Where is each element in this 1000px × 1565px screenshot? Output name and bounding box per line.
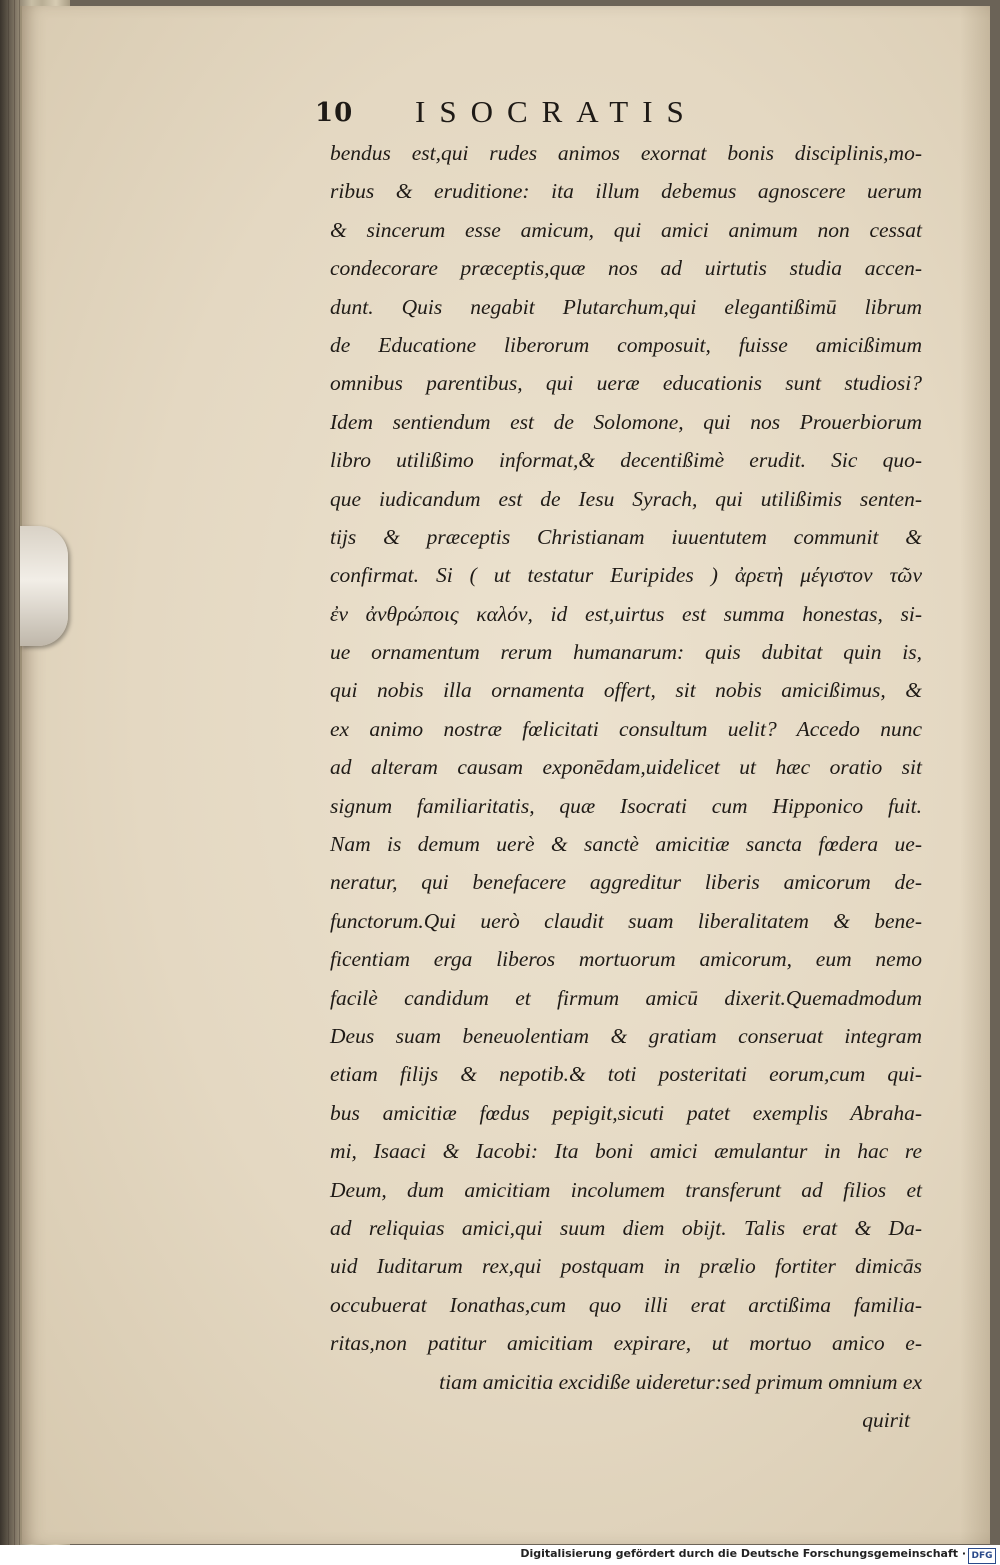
- text-line: ad alteram causam exponēdam,uidelicet ut hæc oratio sit: [330, 755, 922, 780]
- page-header: [315, 94, 915, 134]
- text-line: ex animo nostræ fœlicitati consultum uelit? Accedo nunc: [330, 716, 922, 741]
- text-line: ficentiam erga liberos mortuorum amicorum, eum nemo: [330, 947, 922, 972]
- text-line: omnibus parentibus, qui ueræ educationis sunt studiosi?: [330, 371, 922, 396]
- text-line: ἐν ἀνθρώποις καλόν, id est,uirtus est summa honestas, si-: [330, 601, 922, 626]
- text-line: Deum, dum amicitiam incolumem transferunt ad filios et: [330, 1177, 922, 1202]
- page-clip: [20, 526, 68, 646]
- dfg-logo: DFG: [968, 1548, 996, 1564]
- digitization-footer: [0, 1545, 1000, 1565]
- catchword: quirit: [862, 1407, 910, 1432]
- text-line: etiam filijs & nepotib.& toti posteritati eorum,cum qui-: [330, 1062, 922, 1087]
- text-line: que iudicandum est de Iesu Syrach, qui utilißimis senten-: [330, 486, 922, 511]
- text-line: tijs & præceptis Christianam iuuentutem communit &: [330, 524, 922, 549]
- text-line: neratur, qui benefacere aggreditur liberis amicorum de-: [330, 870, 922, 895]
- text-line: ritas,non patitur amicitiam expirare, ut mortuo amico e-: [330, 1331, 922, 1356]
- text-line: mi, Isaaci & Iacobi: Ita boni amici æmulantur in hac re: [330, 1139, 922, 1164]
- text-line: functorum.Qui uerò claudit suam liberalitatem & bene-: [330, 908, 922, 933]
- text-line: Idem sentiendum est de Solomone, qui nos Prouerbiorum: [330, 409, 922, 434]
- text-line: ribus & eruditione: ita illum debemus agnoscere uerum: [330, 179, 922, 204]
- text-line: occubuerat Ionathas,cum quo illi erat arctißima familia-: [330, 1292, 922, 1317]
- text-line: tiam amicitia excidiße uideretur:sed primum omnium ex: [439, 1369, 922, 1394]
- text-line: dunt. Quis negabit Plutarchum,qui elegantißimū librum: [330, 294, 922, 319]
- footer-credit: Digitalisierung gefördert durch die Deutsche Forschungsgemeinschaft ·: [520, 1547, 966, 1560]
- running-head: ISOCRATIS: [415, 94, 698, 129]
- text-line: ad reliquias amici,qui suum diem obijt. Talis erat & Da-: [330, 1215, 922, 1240]
- text-line: libro utilißimo informat,& decentißimè erudit. Sic quo-: [330, 448, 922, 473]
- text-line: Nam is demum uerè & sanctè amicitiæ sancta fœdera ue-: [330, 832, 922, 857]
- page-number: 10: [315, 98, 354, 128]
- text-line: bus amicitiæ fœdus pepigit,sicuti patet exemplis Abraha-: [330, 1100, 922, 1125]
- text-line: confirmat. Si ( ut testatur Euripides ) ἀρετὴ μέγιστον τῶν: [330, 563, 922, 588]
- page-shadow: [960, 6, 990, 1544]
- text-line: qui nobis illa ornamenta offert, sit nobis amicißimus, &: [330, 678, 922, 703]
- text-line: & sincerum esse amicum, qui amici animum non cessat: [330, 217, 922, 242]
- text-line: condecorare præceptis,quæ nos ad uirtutis studia accen-: [330, 256, 922, 281]
- text-line: bendus est,qui rudes animos exornat bonis disciplinis,mo-: [330, 141, 922, 165]
- text-line: facilè candidum et firmum amicū dixerit.Quemadmodum: [330, 985, 922, 1010]
- text-line: ue ornamentum rerum humanarum: quis dubitat quin is,: [330, 640, 922, 665]
- body-text: [330, 134, 930, 1439]
- text-line: signum familiaritatis, quæ Isocrati cum Hipponico fuit.: [330, 793, 922, 818]
- text-line: uid Iuditarum rex,qui postquam in prælio fortiter dimicās: [330, 1254, 922, 1279]
- text-line: de Educatione liberorum composuit, fuisse amicißimum: [330, 332, 922, 357]
- text-line: Deus suam beneuolentiam & gratiam conseruat integram: [330, 1023, 922, 1048]
